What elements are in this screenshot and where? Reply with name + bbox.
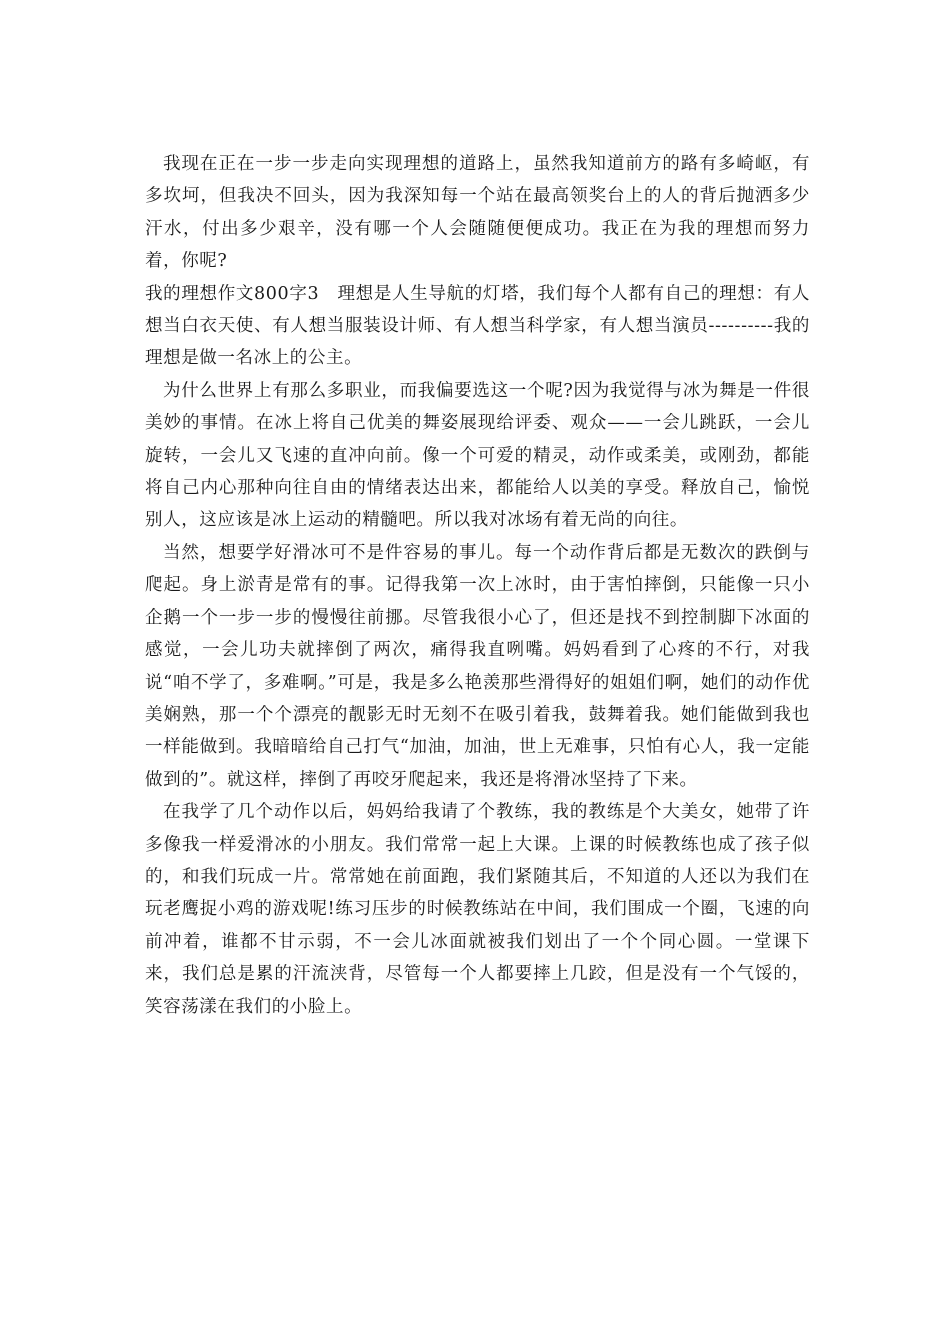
paragraph-4: 当然，想要学好滑冰可不是件容易的事儿。每一个动作背后都是无数次的跌倒与爬起。身上淤青是常有的事。记得我第一次上冰时，由于害怕摔倒，只能像一只小企鹅一个一步一步的慢慢往前挪。尽管我很小心了，但还是找不到控制脚下冰面的感觉，一会儿功夫就摔倒了两次，痛得我直咧嘴。妈妈看到了心疼的不行，对我说“咱不学了，多难啊。”可是，我是多么艳羡那些滑得好的姐姐们啊，她们的动作优美娴熟，那一个个漂亮的靓影无时无刻不在吸引着我，鼓舞着我。她们能做到我也一样能做到。我暗暗给自己打气“加油，加油，世上无难事，只怕有心人，我一定能做到的”。就这样，摔倒了再咬牙爬起来，我还是将滑冰坚持了下来。: [145, 542, 810, 790]
document-body: [145, 148, 810, 1023]
paragraph-5: 在我学了几个动作以后，妈妈给我请了个教练，我的教练是个大美女，她带了许多像我一样爱滑冰的小朋友。我们常常一起上大课。上课的时候教练也成了孩子似的，和我们玩成一片。常常她在前面跑，我们紧随其后，不知道的人还以为我们在玩老鹰捉小鸡的游戏呢!练习压步的时候教练站在中间，我们围成一个圈，飞速的向前冲着，谁都不甘示弱，不一会儿冰面就被我们划出了一个个同心圆。一堂课下来，我们总是累的汗流浃背，尽管每一个人都要摔上几跤，但是没有一个气馁的，笑容荡漾在我们的小脸上。: [145, 802, 810, 1017]
paragraph-1: 我现在正在一步一步走向实现理想的道路上，虽然我知道前方的路有多崎岖，有多坎坷，但我决不回头，因为我深知每一个站在最高领奖台上的人的背后抛洒多少汗水，付出多少艰辛，没有哪一个人会随随便便成功。我正在为我的理想而努力着，你呢?: [145, 154, 810, 272]
paragraph-2-essay-heading: 我的理想作文800字3 理想是人生导航的灯塔，我们每个人都有自己的理想：有人想当白衣天使、有人想当服装设计师、有人想当科学家，有人想当演员----------我的理想是做一名冰上的公主。: [145, 283, 810, 369]
paragraph-3: 为什么世界上有那么多职业，而我偏要选这一个呢?因为我觉得与冰为舞是一件很美妙的事情。在冰上将自己优美的舞姿展现给评委、观众——一会儿跳跃，一会儿旋转，一会儿又飞速的直冲向前。像一个可爱的精灵，动作或柔美，或刚劲，都能将自己内心那种向往自由的情绪表达出来，都能给人以美的享受。释放自己，愉悦别人，这应该是冰上运动的精髓吧。所以我对冰场有着无尚的向往。: [145, 380, 810, 531]
